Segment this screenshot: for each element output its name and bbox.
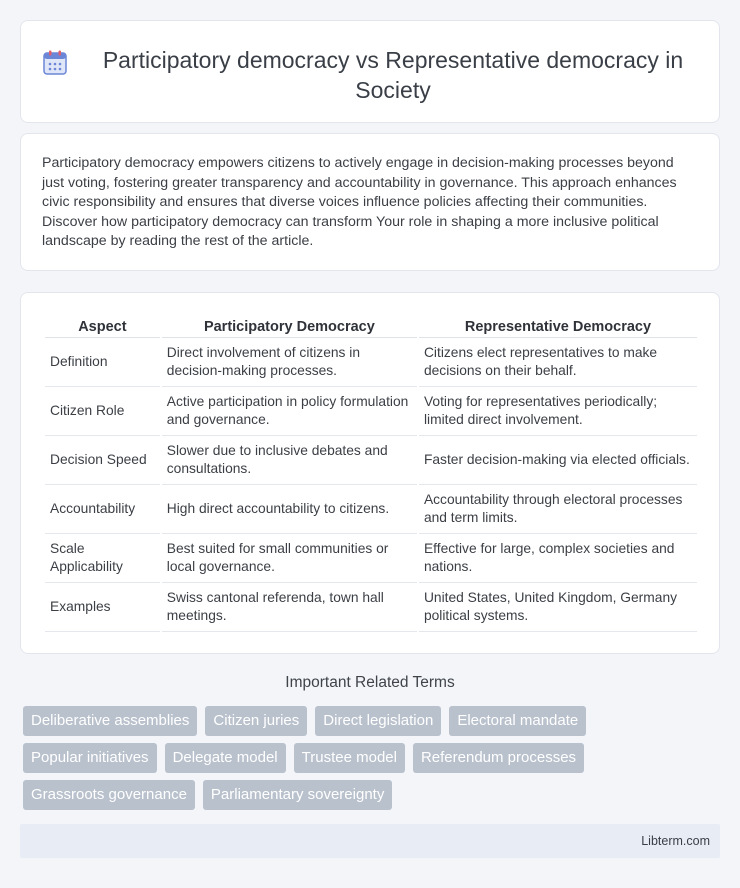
table-row <box>45 534 697 583</box>
related-term-tag[interactable]: Citizen juries <box>205 706 307 736</box>
row-representative: Voting for representatives periodically; limited direct involvement. <box>419 387 697 436</box>
table-row <box>45 338 697 387</box>
calendar-icon <box>41 49 69 77</box>
column-header-aspect: Aspect <box>45 315 160 338</box>
row-aspect: Decision Speed <box>45 436 160 485</box>
comparison-table-card <box>20 292 720 654</box>
column-header-representative: Representative Democracy <box>419 315 697 338</box>
footer <box>20 824 720 858</box>
related-term-tag[interactable]: Popular initiatives <box>23 743 157 773</box>
column-header-participatory: Participatory Democracy <box>162 315 417 338</box>
table-row <box>45 583 697 632</box>
row-representative: Faster decision-making via elected officials. <box>419 436 697 485</box>
row-participatory: High direct accountability to citizens. <box>162 485 417 534</box>
row-representative: Citizens elect representatives to make decisions on their behalf. <box>419 338 697 387</box>
table-row <box>45 485 697 534</box>
table-header-row <box>45 315 697 338</box>
related-term-tag[interactable]: Parliamentary sovereignty <box>203 780 392 810</box>
related-term-tag[interactable]: Grassroots governance <box>23 780 195 810</box>
row-participatory: Best suited for small communities or local governance. <box>162 534 417 583</box>
intro-card <box>20 133 720 271</box>
row-participatory: Direct involvement of citizens in decision-making processes. <box>162 338 417 387</box>
related-terms-title: Important Related Terms <box>285 674 455 691</box>
footer-site-link[interactable]: Libterm.com <box>641 834 710 848</box>
page-title: Participatory democracy vs Representative democracy in Society <box>102 47 684 103</box>
row-participatory: Swiss cantonal referenda, town hall meetings. <box>162 583 417 632</box>
row-aspect: Examples <box>45 583 160 632</box>
row-representative: Effective for large, complex societies and nations. <box>419 534 697 583</box>
row-representative: United States, United Kingdom, Germany political systems. <box>419 583 697 632</box>
table-row <box>45 387 697 436</box>
related-term-tag[interactable]: Deliberative assemblies <box>23 706 197 736</box>
row-aspect: Scale Applicability <box>45 534 160 583</box>
row-aspect: Accountability <box>45 485 160 534</box>
row-representative: Accountability through electoral processes and term limits. <box>419 485 697 534</box>
related-term-tag[interactable]: Direct legislation <box>315 706 441 736</box>
row-aspect: Definition <box>45 338 160 387</box>
row-aspect: Citizen Role <box>45 387 160 436</box>
related-term-tag[interactable]: Referendum processes <box>413 743 584 773</box>
related-term-tag[interactable]: Electoral mandate <box>449 706 586 736</box>
row-participatory: Slower due to inclusive debates and consultations. <box>162 436 417 485</box>
row-participatory: Active participation in policy formulation and governance. <box>162 387 417 436</box>
comparison-table <box>43 315 699 632</box>
intro-paragraph: Participatory democracy empowers citizens to actively engage in decision-making processes beyond just voting, fostering greater transparency and accountability in governance. This approach enhances civic responsibility and ensures that diverse voices influence policies affecting their communities. Discover how participatory democracy can transform Your role in shaping a more inclusive political landscape by reading the rest of the article. <box>42 155 677 250</box>
related-term-tag[interactable]: Trustee model <box>294 743 405 773</box>
related-terms-list <box>23 706 723 817</box>
table-row <box>45 436 697 485</box>
related-term-tag[interactable]: Delegate model <box>165 743 286 773</box>
header-card <box>20 20 720 123</box>
